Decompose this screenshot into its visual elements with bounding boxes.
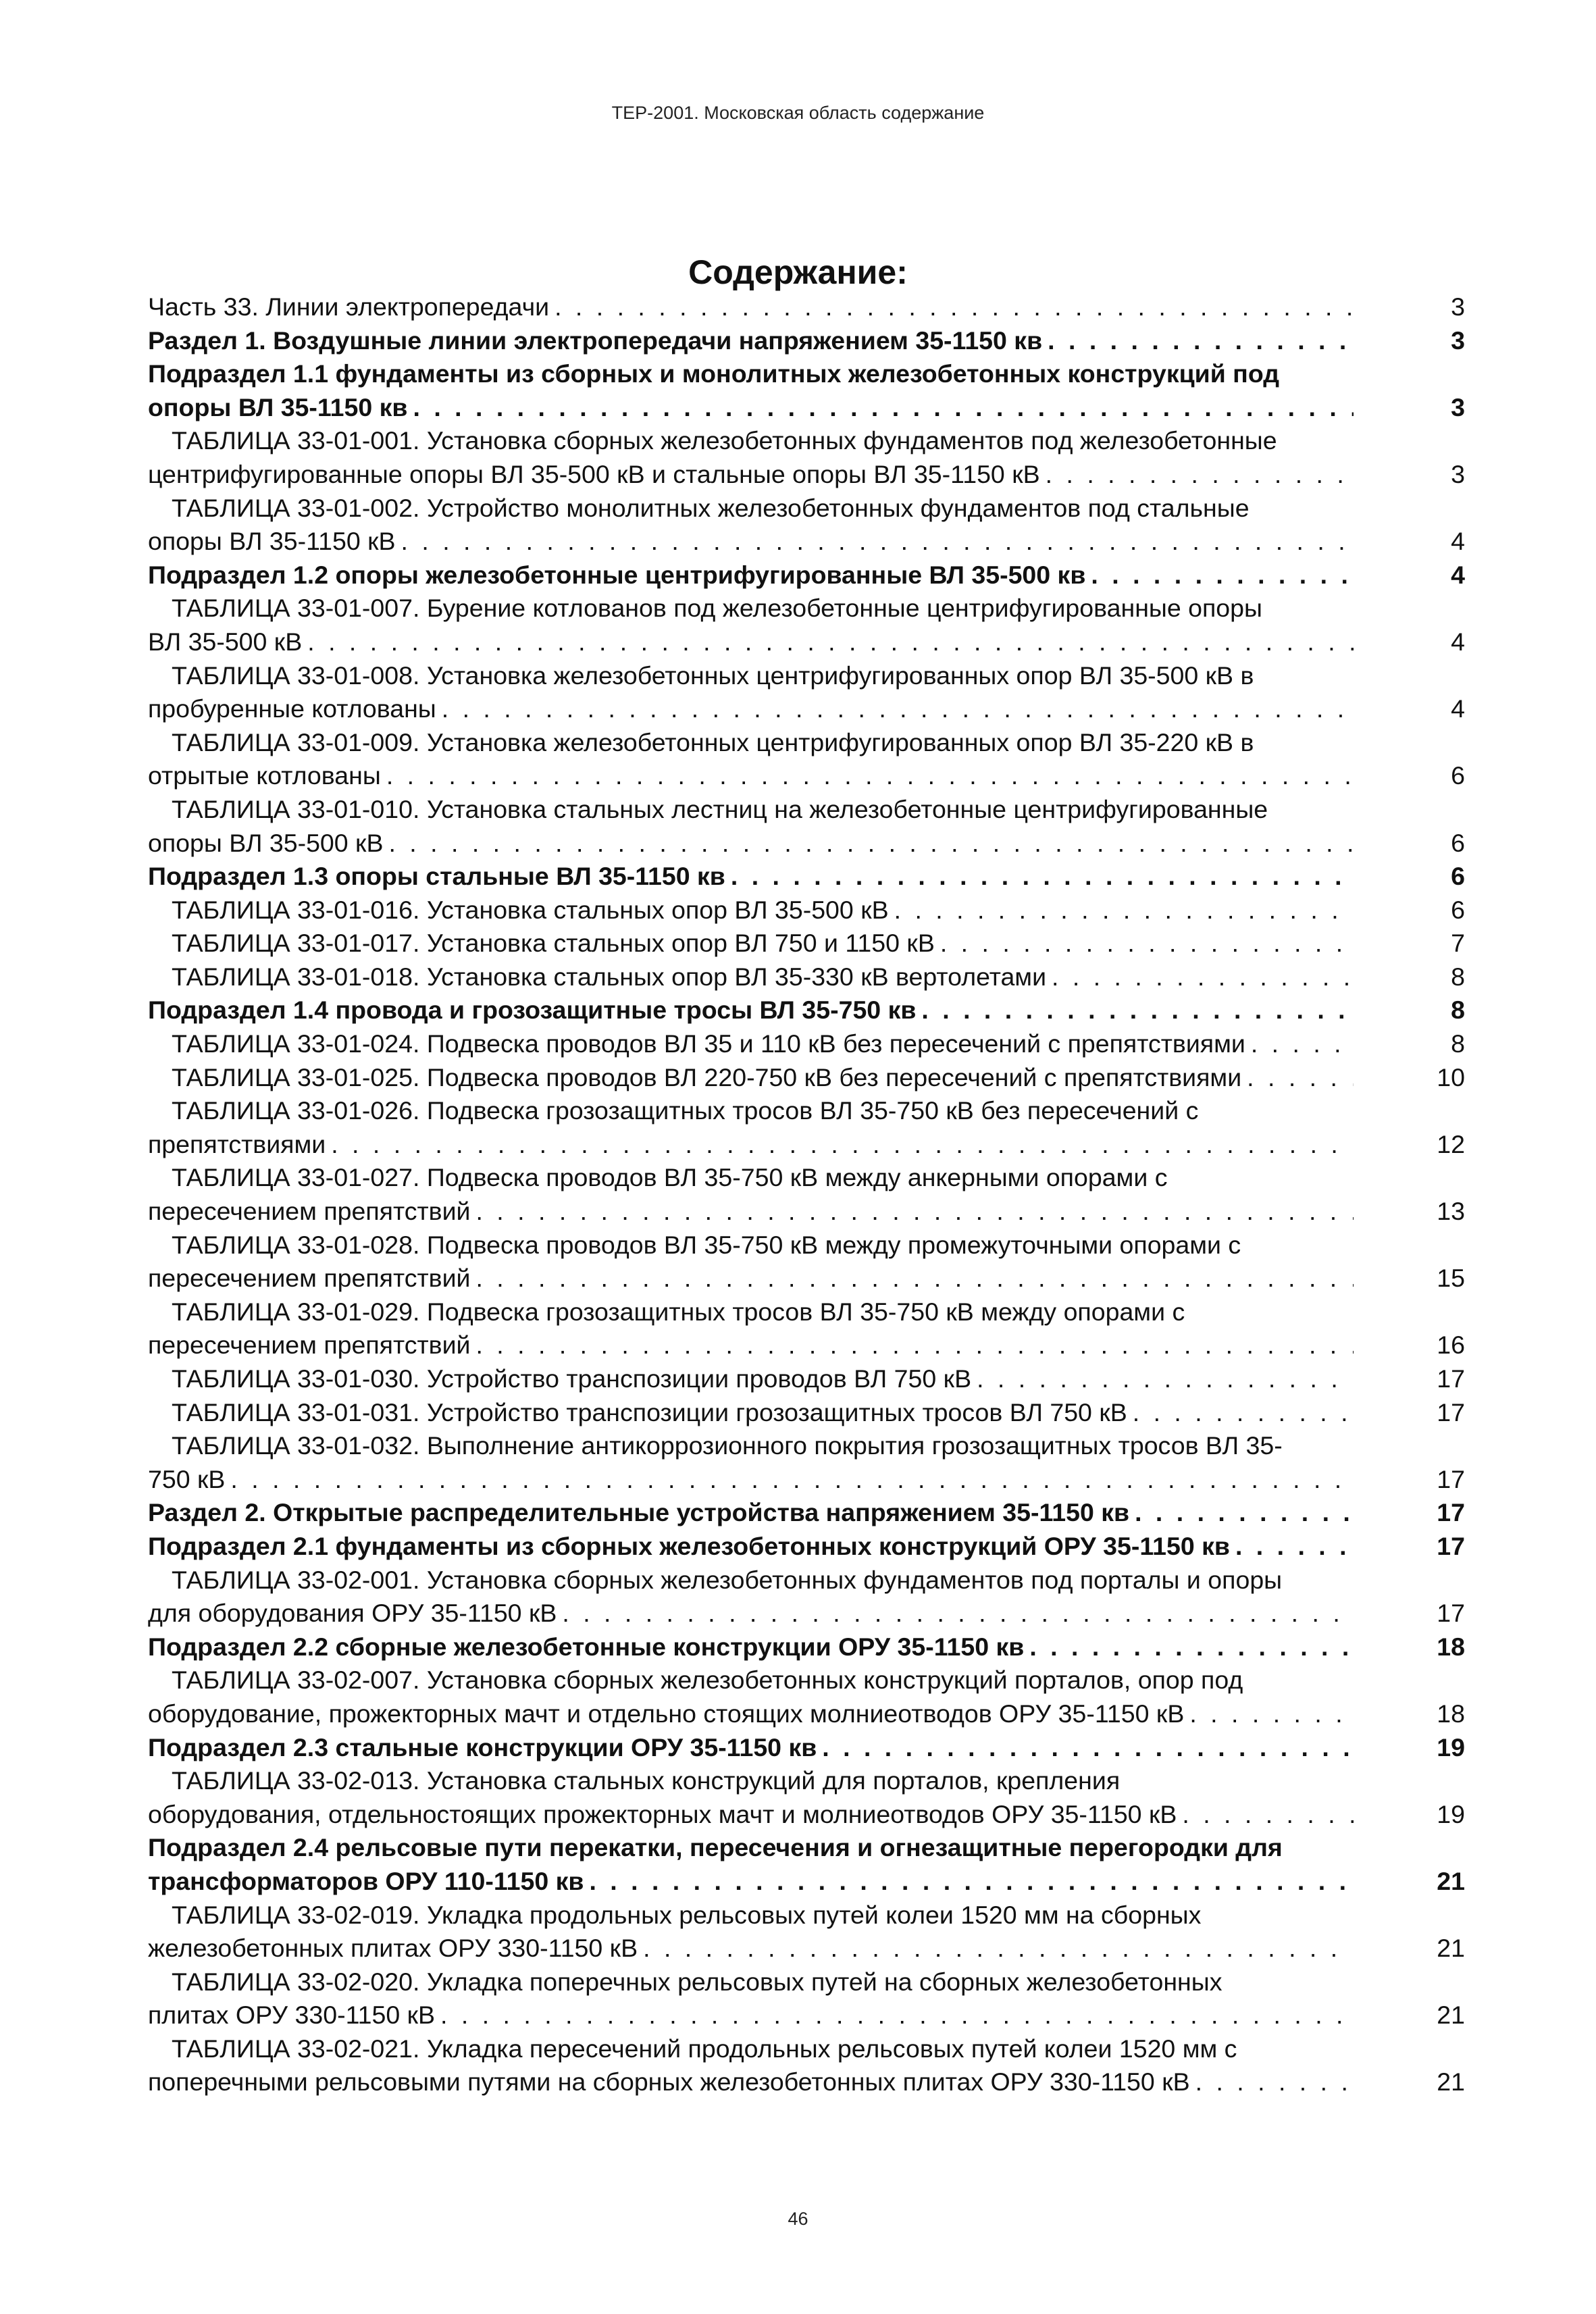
- toc-entry-text-line: Раздел 2. Открытые распределительные устройства напряжением 35-1150 кв: [148, 1498, 1130, 1527]
- toc-page-number: 4: [1451, 527, 1465, 556]
- toc-entry: [148, 726, 1465, 793]
- toc-entry: [148, 659, 1465, 726]
- toc-page-number: 17: [1437, 1397, 1465, 1426]
- toc-entry: [148, 1061, 1465, 1095]
- toc-page-number: 19: [1437, 1732, 1465, 1762]
- toc-entry: [148, 290, 1465, 324]
- toc-entry-text-line: ТАБЛИЦА 33-01-010. Установка стальных лестниц на железобетонные центрифугированные: [172, 794, 1268, 823]
- toc-entry: [148, 1229, 1465, 1295]
- toc-entry-line: [148, 1697, 1465, 1731]
- toc-entry-line: [148, 927, 1465, 960]
- toc-entry-line: [148, 1262, 1465, 1295]
- toc-entry: [148, 592, 1465, 659]
- toc-entry-text-line: ТАБЛИЦА 33-01-032. Выполнение антикоррозионного покрытия грозозащитных тросов ВЛ 35-: [172, 1431, 1283, 1460]
- toc-entry-text-line: Подраздел 1.1 фундаменты из сборных и монолитных железобетонных конструкций под: [148, 359, 1280, 388]
- dot-leader: [1195, 2065, 1354, 2099]
- dot-leader: [475, 1195, 1354, 1229]
- toc-entry-text-line: Подраздел 2.3 стальные конструкции ОРУ 35-1150 кв: [148, 1732, 817, 1762]
- toc-entry: [148, 960, 1465, 994]
- dot-leader: [388, 827, 1354, 860]
- toc-entry: [148, 1094, 1465, 1161]
- toc-entry-line: [148, 1999, 1465, 2032]
- toc-page-number: 3: [1451, 292, 1465, 321]
- dot-leader: [442, 692, 1354, 726]
- toc-entry-text-line: Подраздел 2.2 сборные железобетонные конструкции ОРУ 35-1150 кв: [148, 1632, 1025, 1661]
- dot-leader: [562, 1597, 1354, 1630]
- dot-leader: [555, 290, 1354, 324]
- toc-page-number: 15: [1437, 1264, 1465, 1293]
- toc-entry: [148, 1831, 1465, 1898]
- toc-entry: [148, 1630, 1465, 1664]
- toc-entry-text-line: ТАБЛИЦА 33-01-025. Подвеска проводов ВЛ 220-750 кВ без пересечений с препятствиями: [172, 1062, 1242, 1091]
- table-of-contents: [148, 290, 1465, 2099]
- toc-entry: [148, 1899, 1465, 1965]
- toc-page-number: 13: [1437, 1197, 1465, 1226]
- toc-entry-text-line: ТАБЛИЦА 33-01-030. Устройство транспозиции проводов ВЛ 750 кВ: [172, 1364, 972, 1393]
- toc-entry-text-line: ВЛ 35-500 кВ: [148, 627, 303, 656]
- dot-leader: [589, 1865, 1354, 1899]
- toc-page-number: 21: [1437, 1934, 1465, 1963]
- toc-page-number: 21: [1437, 2001, 1465, 2030]
- dot-leader: [440, 1999, 1354, 2032]
- toc-entry-line: [148, 1195, 1465, 1229]
- toc-page-number: 17: [1437, 1364, 1465, 1393]
- toc-entry: [148, 1362, 1465, 1396]
- dot-leader: [1046, 458, 1354, 492]
- toc-page-number: 17: [1437, 1464, 1465, 1493]
- toc-entry-line: [148, 525, 1465, 559]
- dot-leader: [401, 525, 1354, 559]
- toc-entry: [148, 1965, 1465, 2032]
- toc-entry-line: [148, 1329, 1465, 1362]
- toc-entry-line: [148, 1798, 1465, 1832]
- toc-entry-line: [148, 759, 1465, 793]
- dot-leader: [643, 1932, 1354, 1965]
- toc-entry-line: [148, 1731, 1465, 1765]
- toc-entry-text-line: пересечением препятствий: [148, 1197, 471, 1226]
- toc-entry-line: [148, 1932, 1465, 1965]
- dot-leader: [731, 860, 1354, 894]
- dot-leader: [1052, 960, 1354, 994]
- toc-page-number: 17: [1437, 1498, 1465, 1527]
- toc-entry-line: [148, 1396, 1465, 1430]
- dot-leader: [921, 994, 1354, 1027]
- toc-entry-text-line: ТАБЛИЦА 33-01-027. Подвеска проводов ВЛ 35-750 кВ между анкерными опорами с: [172, 1163, 1168, 1192]
- toc-entry-text-line: оборудование, прожекторных мачт и отдельно стоящих молниеотводов ОРУ 35-1150 кВ: [148, 1699, 1185, 1728]
- dot-leader: [1135, 1496, 1354, 1530]
- toc-entry-line: [148, 994, 1465, 1027]
- toc-entry-text-line: Подраздел 1.3 опоры стальные ВЛ 35-1150 кв: [148, 862, 725, 891]
- toc-entry-text-line: препятствиями: [148, 1129, 326, 1158]
- toc-entry-text-line: поперечными рельсовыми путями на сборных железобетонных плитах ОРУ 330-1150 кВ: [148, 2067, 1190, 2097]
- dot-leader: [475, 1329, 1354, 1362]
- toc-page-number: 3: [1451, 459, 1465, 488]
- toc-entry-line: [148, 860, 1465, 894]
- toc-entry-text-line: ТАБЛИЦА 33-01-008. Установка железобетонных центрифугированных опор ВЛ 35-500 кВ в: [172, 661, 1254, 690]
- toc-page-number: 12: [1437, 1129, 1465, 1158]
- toc-page-number: 3: [1451, 392, 1465, 421]
- toc-entry-line: [148, 1128, 1465, 1162]
- toc-entry-text-line: ТАБЛИЦА 33-02-013. Установка стальных конструкций для порталов, крепления: [172, 1766, 1121, 1795]
- dot-leader: [940, 927, 1354, 960]
- dot-leader: [413, 391, 1354, 425]
- toc-entry-text-line: ТАБЛИЦА 33-02-020. Укладка поперечных рельсовых путей на сборных железобетонных: [172, 1967, 1222, 1996]
- toc-entry-text-line: ТАБЛИЦА 33-01-018. Установка стальных опор ВЛ 35-330 кВ вертолетами: [172, 962, 1047, 991]
- toc-entry: [148, 357, 1465, 424]
- toc-entry-text-line: ТАБЛИЦА 33-01-009. Установка железобетонных центрифугированных опор ВЛ 35-220 кВ в: [172, 727, 1254, 756]
- toc-page-number: 6: [1451, 862, 1465, 891]
- toc-entry-line: [148, 827, 1465, 860]
- toc-page-number: 6: [1451, 828, 1465, 857]
- toc-entry-text-line: Подраздел 1.4 провода и грозозащитные тросы ВЛ 35-750 кв: [148, 996, 917, 1025]
- toc-page-number: 8: [1451, 1029, 1465, 1058]
- toc-entry-text-line: Подраздел 1.2 опоры железобетонные центрифугированные ВЛ 35-500 кв: [148, 560, 1086, 589]
- toc-entry-line: [148, 1496, 1465, 1530]
- toc-entry-line: [148, 1865, 1465, 1899]
- toc-entry-text-line: опоры ВЛ 35-500 кВ: [148, 828, 384, 857]
- toc-entry-text-line: ТАБЛИЦА 33-01-002. Устройство монолитных железобетонных фундаментов под стальные: [172, 493, 1250, 522]
- toc-entry-text-line: Подраздел 2.1 фундаменты из сборных железобетонных конструкций ОРУ 35-1150 кв: [148, 1531, 1230, 1560]
- toc-entry: [148, 793, 1465, 860]
- page-header: ТЕР-2001. Московская область содержание: [611, 103, 985, 123]
- toc-entry-text-line: ТАБЛИЦА 33-02-021. Укладка пересечений продольных рельсовых путей колеи 1520 мм с: [172, 2034, 1237, 2063]
- dot-leader: [977, 1362, 1354, 1396]
- toc-entry: [148, 492, 1465, 559]
- toc-entry: [148, 860, 1465, 894]
- toc-entry-text-line: ТАБЛИЦА 33-01-031. Устройство транспозиции грозозащитных тросов ВЛ 750 кВ: [172, 1397, 1127, 1426]
- toc-entry: [148, 1161, 1465, 1228]
- toc-entry: [148, 2032, 1465, 2099]
- toc-entry: [148, 1731, 1465, 1765]
- dot-leader: [1251, 1027, 1354, 1061]
- toc-page-number: 19: [1437, 1799, 1465, 1828]
- toc-entry-text-line: пересечением препятствий: [148, 1264, 471, 1293]
- toc-entry-line: [148, 625, 1465, 659]
- toc-page-number: 4: [1451, 694, 1465, 723]
- dot-leader: [230, 1463, 1354, 1497]
- toc-entry-line: [148, 894, 1465, 927]
- dot-leader: [1133, 1396, 1354, 1430]
- toc-entry: [148, 1530, 1465, 1564]
- toc-entry-text-line: ТАБЛИЦА 33-01-017. Установка стальных опор ВЛ 750 и 1150 кВ: [172, 929, 935, 958]
- dot-leader: [386, 759, 1354, 793]
- toc-page-number: 8: [1451, 962, 1465, 991]
- toc-entry-text-line: ТАБЛИЦА 33-02-001. Установка сборных железобетонных фундаментов под порталы и опоры: [172, 1565, 1283, 1594]
- toc-entry-text-line: железобетонных плитах ОРУ 330-1150 кВ: [148, 1934, 638, 1963]
- dot-leader: [475, 1262, 1354, 1295]
- toc-page-number: 7: [1451, 929, 1465, 958]
- dot-leader: [1189, 1697, 1354, 1731]
- toc-entry-line: [148, 1027, 1465, 1061]
- dot-leader: [1029, 1630, 1354, 1664]
- toc-entry-line: [148, 1061, 1465, 1095]
- toc-entry-text-line: ТАБЛИЦА 33-02-007. Установка сборных железобетонных конструкций порталов, опор под: [172, 1666, 1243, 1695]
- toc-entry: [148, 1295, 1465, 1362]
- toc-entry: [148, 559, 1465, 592]
- toc-entry: [148, 1396, 1465, 1430]
- toc-entry-line: [148, 391, 1465, 425]
- toc-entry: [148, 1664, 1465, 1730]
- toc-entry-text-line: опоры ВЛ 35-1150 кВ: [148, 527, 396, 556]
- dot-leader: [1182, 1798, 1354, 1832]
- toc-entry-line: [148, 324, 1465, 358]
- toc-entry-text-line: ТАБЛИЦА 33-01-026. Подвеска грозозащитных тросов ВЛ 35-750 кВ без пересечений с: [172, 1096, 1199, 1125]
- toc-entry-text-line: Раздел 1. Воздушные линии электропередачи напряжением 35-1150 кв: [148, 326, 1043, 355]
- dot-leader: [331, 1128, 1354, 1162]
- toc-entry-line: [148, 692, 1465, 726]
- toc-entry-text-line: Подраздел 2.4 рельсовые пути перекатки, пересечения и огнезащитные перегородки для: [148, 1833, 1283, 1862]
- toc-page-number: 17: [1437, 1531, 1465, 1560]
- toc-entry: [148, 1496, 1465, 1530]
- toc-entry-text-line: для оборудования ОРУ 35-1150 кВ: [148, 1599, 557, 1628]
- toc-page-number: 10: [1437, 1062, 1465, 1091]
- toc-entry: [148, 1027, 1465, 1061]
- toc-entry-text-line: Часть 33. Линии электропередачи: [148, 292, 550, 321]
- toc-entry-text-line: пробуренные котлованы: [148, 694, 436, 723]
- dot-leader: [1235, 1530, 1354, 1564]
- toc-entry-text-line: ТАБЛИЦА 33-01-029. Подвеска грозозащитных тросов ВЛ 35-750 кВ между опорами с: [172, 1297, 1185, 1326]
- toc-entry-text-line: ТАБЛИЦА 33-01-001. Установка сборных железобетонных фундаментов под железобетонные: [172, 426, 1277, 455]
- toc-entry-text-line: опоры ВЛ 35-1150 кв: [148, 392, 408, 421]
- toc-entry-text-line: трансформаторов ОРУ 110-1150 кв: [148, 1866, 584, 1895]
- toc-page-number: 17: [1437, 1599, 1465, 1628]
- dot-leader: [822, 1731, 1354, 1765]
- toc-entry-text-line: отрытые котлованы: [148, 761, 381, 790]
- page-title: Содержание:: [688, 253, 908, 291]
- toc-page-number: 21: [1437, 2067, 1465, 2097]
- toc-page-number: 6: [1451, 761, 1465, 790]
- toc-entry: [148, 1764, 1465, 1831]
- toc-entry-line: [148, 960, 1465, 994]
- toc-entry-line: [148, 458, 1465, 492]
- dot-leader: [894, 894, 1354, 927]
- toc-entry-text-line: пересечением препятствий: [148, 1331, 471, 1360]
- page-number: 46: [788, 2209, 808, 2229]
- toc-page-number: 6: [1451, 895, 1465, 924]
- toc-entry-line: [148, 290, 1465, 324]
- toc-entry-line: [148, 1362, 1465, 1396]
- toc-entry: [148, 1564, 1465, 1630]
- dot-leader: [307, 625, 1354, 659]
- toc-entry: [148, 424, 1465, 491]
- dot-leader: [1091, 559, 1354, 592]
- toc-entry: [148, 894, 1465, 927]
- toc-entry-text-line: ТАБЛИЦА 33-01-028. Подвеска проводов ВЛ 35-750 кВ между промежуточными опорами с: [172, 1230, 1241, 1259]
- toc-entry: [148, 927, 1465, 960]
- toc-page-number: 4: [1451, 627, 1465, 656]
- toc-entry: [148, 994, 1465, 1027]
- toc-entry-line: [148, 1597, 1465, 1630]
- toc-entry-text-line: ТАБЛИЦА 33-01-024. Подвеска проводов ВЛ 35 и 110 кВ без пересечений с препятствиями: [172, 1029, 1245, 1058]
- toc-entry-text-line: центрифугированные опоры ВЛ 35-500 кВ и стальные опоры ВЛ 35-1150 кВ: [148, 459, 1040, 488]
- toc-page-number: 21: [1437, 1866, 1465, 1895]
- toc-entry-text-line: ТАБЛИЦА 33-01-007. Бурение котлованов под железобетонные центрифугированные опоры: [172, 594, 1262, 623]
- toc-page-number: 18: [1437, 1632, 1465, 1661]
- toc-page-number: 18: [1437, 1699, 1465, 1728]
- toc-entry-line: [148, 559, 1465, 592]
- toc-entry-text-line: 750 кВ: [148, 1464, 226, 1493]
- toc-entry-text-line: плитах ОРУ 330-1150 кВ: [148, 2001, 436, 2030]
- toc-page-number: 8: [1451, 996, 1465, 1025]
- toc-entry-text-line: ТАБЛИЦА 33-02-019. Укладка продольных рельсовых путей колеи 1520 мм на сборных: [172, 1900, 1202, 1929]
- dot-leader: [1247, 1061, 1354, 1095]
- toc-entry-line: [148, 1463, 1465, 1497]
- toc-page-number: 4: [1451, 560, 1465, 589]
- toc-entry-line: [148, 2065, 1465, 2099]
- toc-entry: [148, 1429, 1465, 1496]
- toc-page-number: 3: [1451, 326, 1465, 355]
- toc-entry-text-line: ТАБЛИЦА 33-01-016. Установка стальных опор ВЛ 35-500 кВ: [172, 895, 889, 924]
- toc-entry-text-line: оборудования, отдельностоящих прожекторных мачт и молниеотводов ОРУ 35-1150 кВ: [148, 1799, 1177, 1828]
- toc-page-number: 16: [1437, 1331, 1465, 1360]
- toc-entry: [148, 324, 1465, 358]
- toc-entry-line: [148, 1630, 1465, 1664]
- toc-entry-line: [148, 1530, 1465, 1564]
- dot-leader: [1048, 324, 1354, 358]
